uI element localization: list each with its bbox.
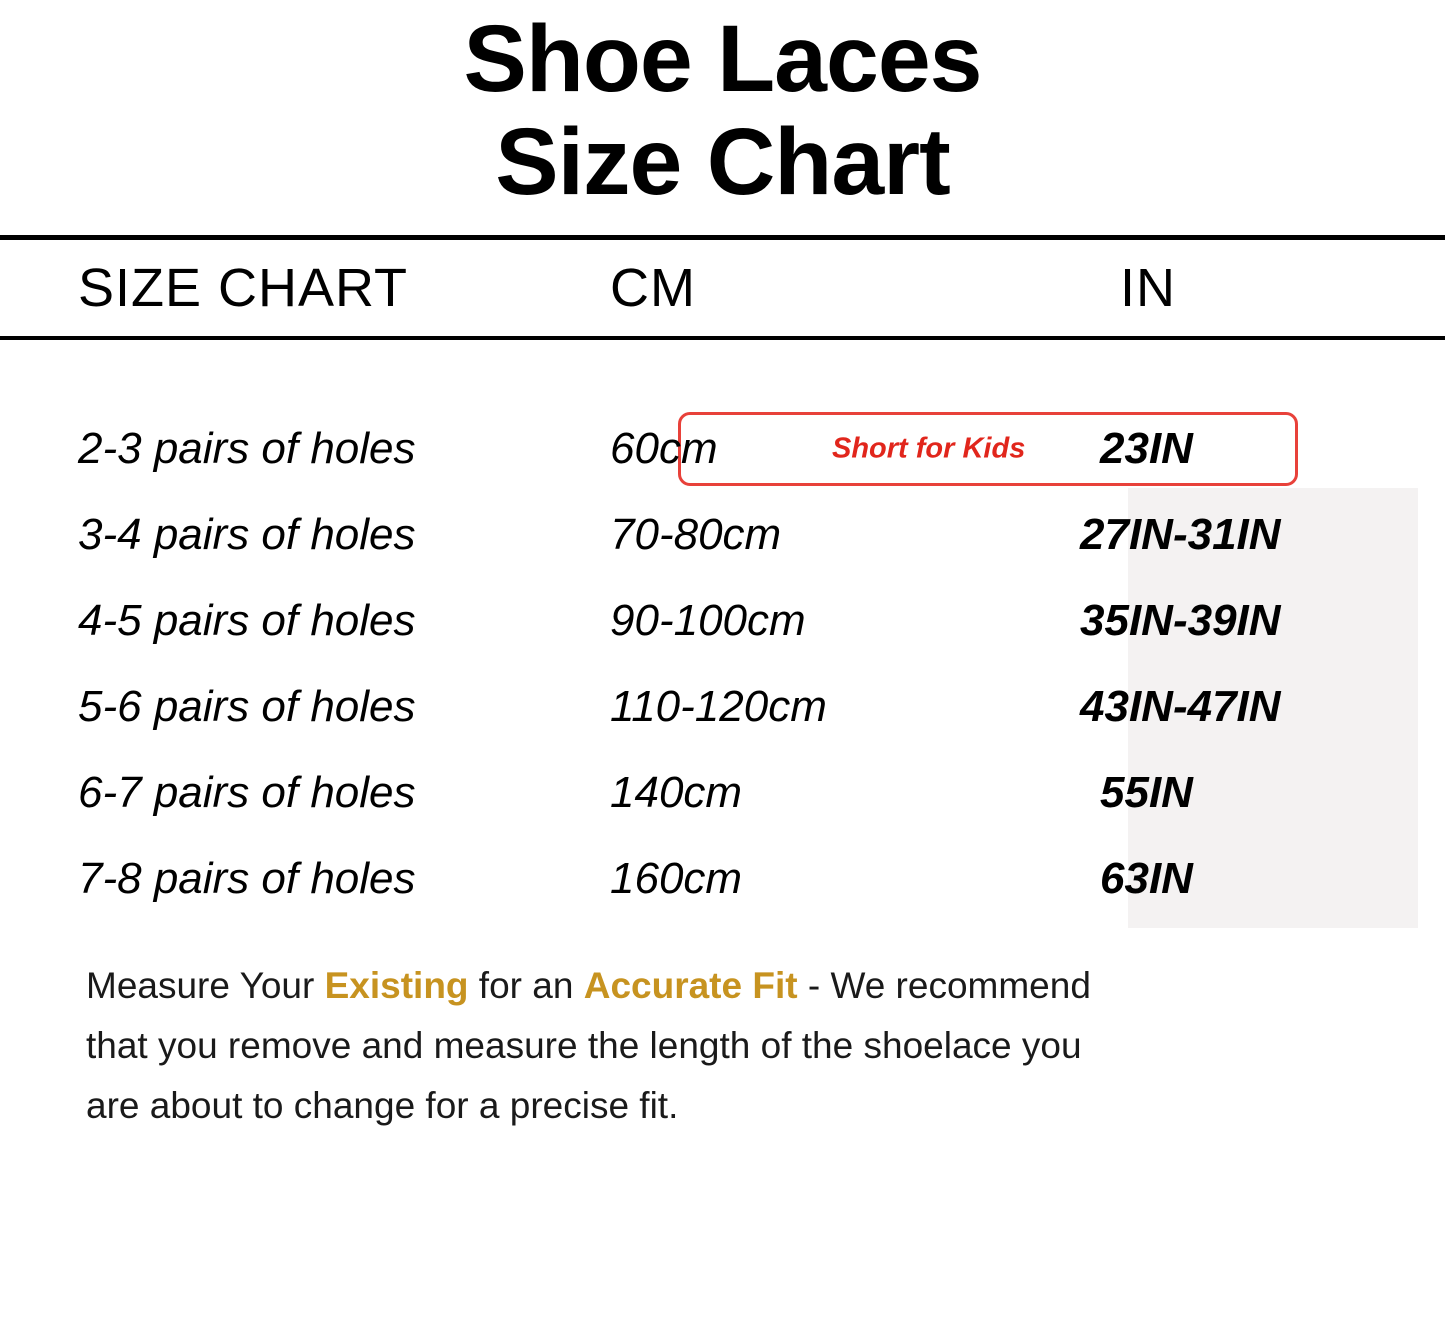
size-table-body	[0, 340, 1445, 922]
cell-cm	[610, 682, 1080, 732]
cell-size: 5-6 pairs of holes	[78, 682, 416, 732]
cell-in: 55IN	[1100, 768, 1193, 818]
cell-cm	[610, 510, 1080, 560]
cell-size: 6-7 pairs of holes	[78, 768, 416, 818]
cell-size: 7-8 pairs of holes	[78, 854, 416, 904]
cell-in: 63IN	[1100, 854, 1193, 904]
cell-cm	[610, 854, 1080, 904]
table-row	[0, 492, 1445, 578]
title-line-2: Size Chart	[495, 108, 950, 215]
cell-cm-value: 90-100cm	[610, 596, 806, 646]
cell-in: 27IN-31IN	[1080, 510, 1281, 560]
column-header-in: IN	[1120, 258, 1176, 319]
kids-note-badge: Short for Kids	[832, 432, 1026, 465]
column-header-size: SIZE CHART	[78, 258, 409, 319]
footer-bold-existing: Existing	[324, 965, 469, 1007]
cell-cm	[610, 596, 1080, 646]
footer-note-line-3: are about to change for a precise fit.	[86, 1085, 679, 1127]
document-title	[0, 0, 1445, 213]
cell-cm	[610, 424, 1080, 474]
footer-note	[0, 922, 1445, 1136]
cell-cm-value: 60cm	[610, 424, 718, 474]
table-header-row	[0, 240, 1445, 336]
table-row	[0, 406, 1445, 492]
title-line-1: Shoe Laces	[463, 6, 982, 112]
column-header-cm: CM	[610, 258, 696, 319]
cell-cm-value: 140cm	[610, 768, 743, 818]
table-row	[0, 750, 1445, 836]
footer-bold-accurate-fit: Accurate Fit	[583, 965, 798, 1007]
footer-note-line-1	[86, 956, 1371, 1016]
cell-cm-value: 110-120cm	[610, 682, 827, 732]
table-row	[0, 578, 1445, 664]
footer-text-1: Measure Your	[86, 965, 325, 1007]
table-row	[0, 664, 1445, 750]
cell-size: 4-5 pairs of holes	[78, 596, 416, 646]
cell-in: 23IN	[1100, 424, 1193, 474]
cell-size: 2-3 pairs of holes	[78, 424, 416, 474]
cell-cm-value: 160cm	[610, 854, 743, 904]
cell-cm-value: 70-80cm	[610, 510, 782, 560]
footer-note-line-2: that you remove and measure the length of the shoelace you	[86, 1025, 1082, 1067]
cell-in: 35IN-39IN	[1080, 596, 1281, 646]
cell-size: 3-4 pairs of holes	[78, 510, 416, 560]
footer-text-2: for an	[468, 965, 584, 1007]
cell-in: 43IN-47IN	[1080, 682, 1281, 732]
footer-text-3: - We recommend	[797, 965, 1091, 1007]
table-row	[0, 836, 1445, 922]
cell-cm	[610, 768, 1080, 818]
